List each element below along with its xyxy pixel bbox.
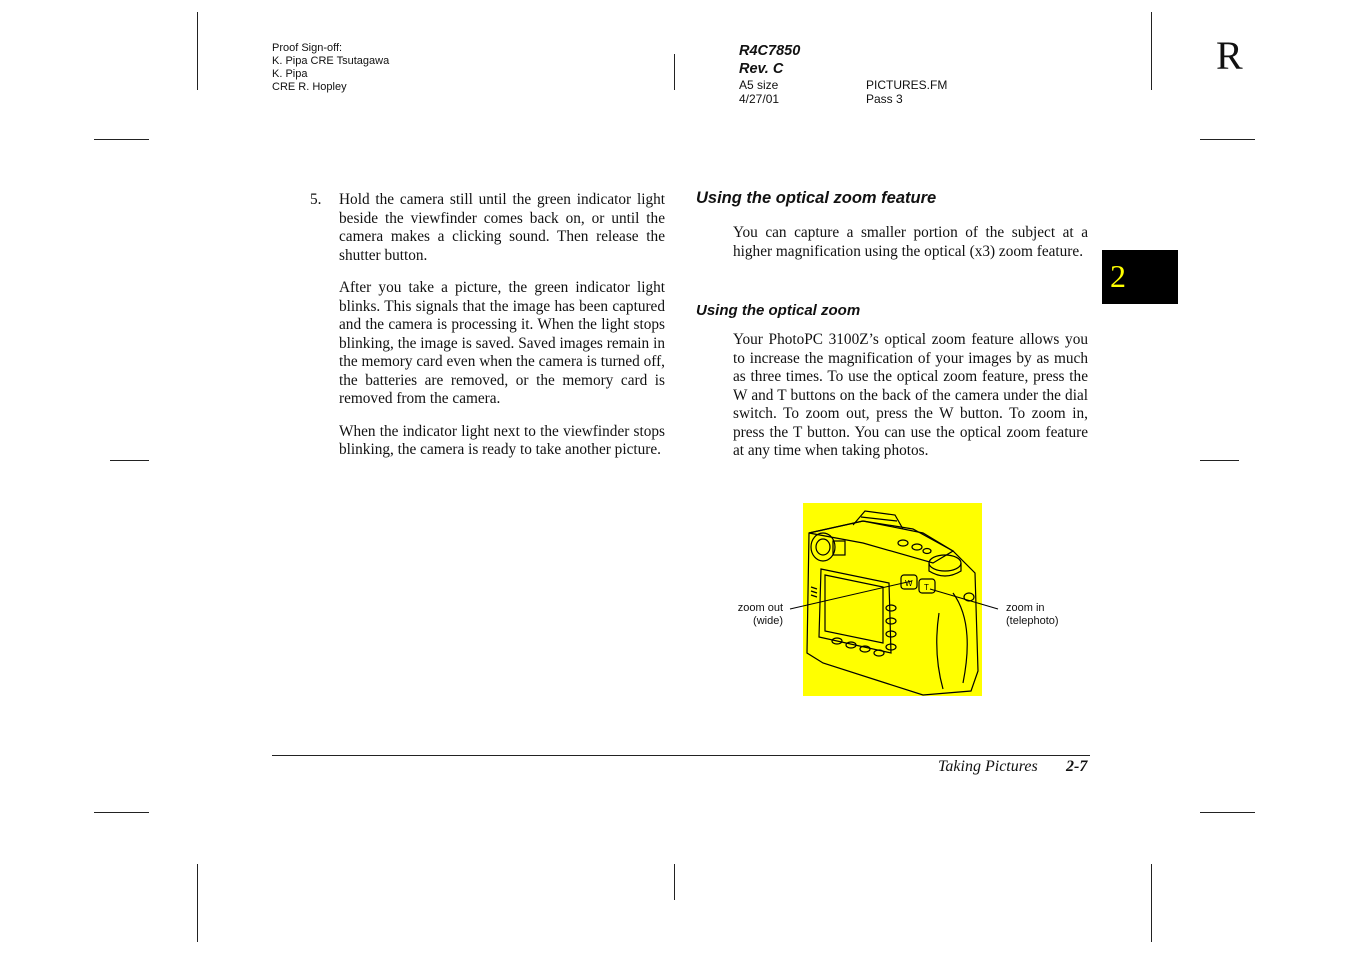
zoom-out-callout (720, 602, 783, 628)
w-button-label: W (905, 579, 913, 588)
crop-mark (674, 54, 675, 90)
crop-mark (1200, 812, 1255, 813)
crop-mark (94, 139, 149, 140)
crop-mark (1151, 864, 1152, 942)
doc-code: R4C7850 (739, 43, 801, 59)
left-column (339, 191, 665, 474)
doc-file: PICTURES.FM (866, 78, 948, 92)
paragraph: After you take a picture, the green indicator light blinks. This signals that the image has been captured and the camera is processing it. When the light stops blinking, the image is saved. Saved images remain in the memory card even when the camera is turned off, the batteries are removed, or the memory card is removed from the camera. (339, 279, 665, 407)
chapter-tab (1102, 250, 1178, 304)
crop-mark (1200, 139, 1255, 140)
crop-mark (197, 864, 198, 942)
callout-line: (wide) (753, 615, 783, 627)
footer-rule (272, 755, 1090, 756)
proof-line: Proof Sign-off: (272, 42, 343, 54)
doc-size: A5 size (739, 78, 779, 92)
callout-line: (telephoto) (1006, 615, 1059, 627)
crop-mark (674, 864, 675, 900)
corner-letter: R (1216, 33, 1243, 78)
doc-size-date (739, 78, 779, 106)
step-text: Hold the camera still until the green indicator light beside the viewfinder comes back on, or until the camera makes a clicking sound. Then release the shutter button. (339, 191, 665, 264)
proof-line: CRE R. Hopley (272, 81, 347, 93)
doc-file-pass (866, 78, 947, 106)
crop-mark (94, 812, 149, 813)
paragraph: When the indicator light next to the viewfinder stops blinking, the camera is ready to take another picture. (339, 422, 665, 458)
doc-pass: Pass 3 (866, 92, 903, 106)
crop-mark (1151, 12, 1152, 90)
proof-line: K. Pipa (272, 68, 308, 80)
callout-line: zoom out (737, 602, 783, 614)
subsection-heading: Using the optical zoom (696, 302, 861, 319)
document-code (739, 42, 800, 78)
section-heading: Using the optical zoom feature (696, 189, 937, 207)
zoom-in-callout (1006, 602, 1059, 628)
chapter-number: 2 (1110, 258, 1126, 294)
body-paragraph: Your PhotoPC 3100Z’s optical zoom feature allows you to increase the magnification of your images by as much as three times. To use the optical zoom feature, press the W and T buttons on the back of the camera under the dial switch. To zoom out, press the W button. To zoom in, press the T button. You can use the optical zoom feature at any time when taking photos. (733, 331, 1088, 459)
step-number: 5. (310, 191, 322, 208)
doc-date: 4/27/01 (739, 92, 780, 106)
footer-section: Taking Pictures (938, 758, 1038, 775)
proof-signoff (272, 42, 389, 94)
intro-paragraph: You can capture a smaller portion of the subject at a higher magnification using the optical (x3) zoom feature. (733, 224, 1088, 260)
callout-line: zoom in (1006, 602, 1045, 614)
t-button-label: T (924, 583, 929, 592)
doc-revision: Rev. C (739, 61, 784, 77)
crop-mark (197, 12, 198, 90)
callout-leaders (780, 575, 1010, 625)
crop-mark (110, 460, 149, 461)
crop-mark (1200, 460, 1239, 461)
page-number: 2-7 (1066, 758, 1088, 775)
proof-line: K. Pipa CRE Tsutagawa (272, 55, 390, 67)
